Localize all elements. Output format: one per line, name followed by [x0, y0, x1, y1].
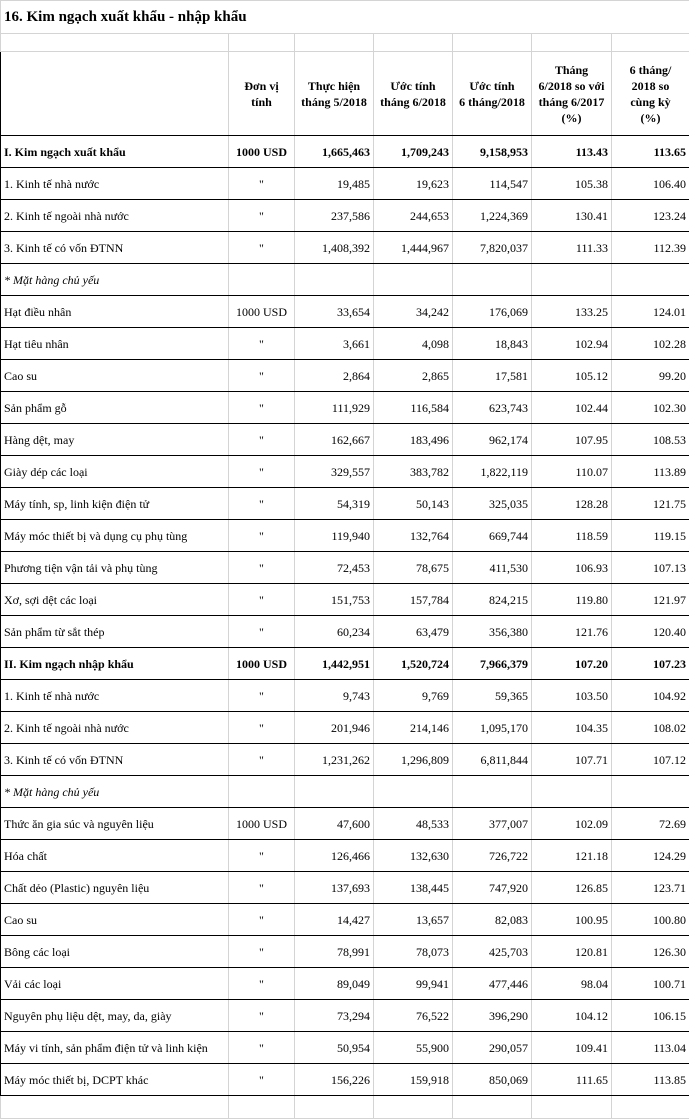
- six-month-estimate-cell: 623,743: [453, 392, 532, 424]
- six-month-yoy-cell: 112.39: [612, 232, 689, 264]
- header-row: [1, 52, 689, 136]
- june-yoy-cell: 98.04: [532, 968, 612, 1000]
- june-yoy-cell: 119.80: [532, 584, 612, 616]
- six-month-estimate-cell: 9,158,953: [453, 136, 532, 168]
- six-month-yoy-cell: 124.01: [612, 296, 689, 328]
- six-month-yoy-cell: 107.23: [612, 648, 689, 680]
- june-estimate-cell: [374, 264, 453, 296]
- june-estimate-cell: 132,764: [374, 520, 453, 552]
- six-month-yoy-cell: 124.29: [612, 840, 689, 872]
- six-month-yoy-cell: 106.15: [612, 1000, 689, 1032]
- june-estimate-cell: 78,073: [374, 936, 453, 968]
- june-yoy-cell: 100.95: [532, 904, 612, 936]
- six-month-estimate-cell: 1,095,170: [453, 712, 532, 744]
- may-actual-cell: 119,940: [295, 520, 374, 552]
- six-month-yoy-cell: 99.20: [612, 360, 689, 392]
- june-yoy-cell: 104.12: [532, 1000, 612, 1032]
- june-yoy-cell: 133.25: [532, 296, 612, 328]
- header-line: (%): [533, 110, 610, 126]
- june-yoy-cell: 107.95: [532, 424, 612, 456]
- six-month-estimate-cell: 411,530: [453, 552, 532, 584]
- six-month-yoy-cell: 108.53: [612, 424, 689, 456]
- june-yoy-cell: [532, 776, 612, 808]
- may-actual-cell: 9,743: [295, 680, 374, 712]
- blank-cell: [453, 1096, 532, 1119]
- unit-cell: 1000 USD: [229, 136, 295, 168]
- spacer-row: [1, 34, 689, 52]
- june-yoy-cell: 121.18: [532, 840, 612, 872]
- may-actual-cell: 137,693: [295, 872, 374, 904]
- table-row: [1, 680, 689, 712]
- row-label: Hạt điều nhân: [1, 296, 229, 328]
- six-month-yoy-cell: 102.28: [612, 328, 689, 360]
- june-yoy-cell: 128.28: [532, 488, 612, 520]
- header-line: 6 tháng/2018: [454, 94, 530, 110]
- row-label: * Mặt hàng chủ yếu: [1, 264, 229, 296]
- row-label: Thức ăn gia súc và nguyên liệu: [1, 808, 229, 840]
- june-yoy-cell: 120.81: [532, 936, 612, 968]
- header-line: Ước tính: [454, 78, 530, 94]
- may-actual-cell: 1,408,392: [295, 232, 374, 264]
- june-yoy-cell: 110.07: [532, 456, 612, 488]
- blank-cell: [295, 34, 374, 52]
- six-month-estimate-cell: 477,446: [453, 968, 532, 1000]
- may-actual-cell: 1,665,463: [295, 136, 374, 168]
- table-row: [1, 424, 689, 456]
- table-row: [1, 392, 689, 424]
- row-label: Xơ, sợi dệt các loại: [1, 584, 229, 616]
- table-row: [1, 488, 689, 520]
- june-estimate-cell: 157,784: [374, 584, 453, 616]
- unit-cell: 1000 USD: [229, 808, 295, 840]
- table-row: [1, 648, 689, 680]
- header-line: 2018 so: [613, 78, 688, 94]
- header-june-yoy-pct: [532, 52, 612, 136]
- blank-cell: [1, 34, 229, 52]
- table-row: [1, 360, 689, 392]
- unit-cell: ": [229, 680, 295, 712]
- six-month-estimate-cell: 356,380: [453, 616, 532, 648]
- six-month-estimate-cell: 850,069: [453, 1064, 532, 1096]
- six-month-estimate-cell: 396,290: [453, 1000, 532, 1032]
- unit-cell: ": [229, 936, 295, 968]
- table-row: [1, 1064, 689, 1096]
- six-month-estimate-cell: [453, 264, 532, 296]
- six-month-yoy-cell: 107.12: [612, 744, 689, 776]
- six-month-estimate-cell: 290,057: [453, 1032, 532, 1064]
- six-month-estimate-cell: 59,365: [453, 680, 532, 712]
- june-estimate-cell: 1,444,967: [374, 232, 453, 264]
- six-month-estimate-cell: [453, 776, 532, 808]
- table-row: [1, 552, 689, 584]
- row-label: 1. Kinh tế nhà nước: [1, 168, 229, 200]
- june-yoy-cell: 126.85: [532, 872, 612, 904]
- june-yoy-cell: 103.50: [532, 680, 612, 712]
- row-label: Vải các loại: [1, 968, 229, 1000]
- blank-cell: [612, 34, 689, 52]
- unit-cell: ": [229, 392, 295, 424]
- unit-cell: ": [229, 456, 295, 488]
- six-month-estimate-cell: 726,722: [453, 840, 532, 872]
- row-label: 1. Kinh tế nhà nước: [1, 680, 229, 712]
- june-estimate-cell: 50,143: [374, 488, 453, 520]
- table-row: [1, 712, 689, 744]
- table-row: [1, 136, 689, 168]
- header-line: (%): [613, 110, 688, 126]
- june-estimate-cell: 55,900: [374, 1032, 453, 1064]
- table-row: [1, 456, 689, 488]
- six-month-estimate-cell: 82,083: [453, 904, 532, 936]
- six-month-yoy-cell: 121.75: [612, 488, 689, 520]
- blank-cell: [532, 1096, 612, 1119]
- may-actual-cell: 1,442,951: [295, 648, 374, 680]
- header-may-actual: [295, 52, 374, 136]
- unit-cell: ": [229, 840, 295, 872]
- may-actual-cell: 14,427: [295, 904, 374, 936]
- six-month-yoy-cell: 113.89: [612, 456, 689, 488]
- six-month-estimate-cell: 17,581: [453, 360, 532, 392]
- spacer-row: [1, 1096, 689, 1119]
- header-line: Đơn vị: [230, 78, 293, 94]
- may-actual-cell: 162,667: [295, 424, 374, 456]
- june-yoy-cell: [532, 264, 612, 296]
- june-estimate-cell: 78,675: [374, 552, 453, 584]
- blank-cell: [374, 34, 453, 52]
- six-month-yoy-cell: 107.13: [612, 552, 689, 584]
- row-label: I. Kim ngạch xuất khẩu: [1, 136, 229, 168]
- may-actual-cell: 126,466: [295, 840, 374, 872]
- row-label: Máy móc thiết bị, DCPT khác: [1, 1064, 229, 1096]
- row-label: 3. Kinh tế có vốn ĐTNN: [1, 232, 229, 264]
- row-label: Hàng dệt, may: [1, 424, 229, 456]
- june-estimate-cell: 138,445: [374, 872, 453, 904]
- unit-cell: ": [229, 904, 295, 936]
- header-line: 6 tháng/: [613, 62, 688, 78]
- unit-cell: ": [229, 552, 295, 584]
- row-label: 2. Kinh tế ngoài nhà nước: [1, 200, 229, 232]
- six-month-yoy-cell: 104.92: [612, 680, 689, 712]
- unit-cell: ": [229, 872, 295, 904]
- may-actual-cell: 33,654: [295, 296, 374, 328]
- header-blank: [1, 52, 229, 136]
- june-estimate-cell: 244,653: [374, 200, 453, 232]
- blank-cell: [229, 1096, 295, 1119]
- row-label: Phương tiện vận tải và phụ tùng: [1, 552, 229, 584]
- header-line: cùng kỳ: [613, 94, 688, 110]
- header-unit: [229, 52, 295, 136]
- row-label: Bông các loại: [1, 936, 229, 968]
- june-estimate-cell: 48,533: [374, 808, 453, 840]
- header-line: 6/2018 so với: [533, 78, 610, 94]
- header-line: Thực hiện: [296, 78, 372, 94]
- six-month-yoy-cell: 123.24: [612, 200, 689, 232]
- row-label: 2. Kinh tế ngoài nhà nước: [1, 712, 229, 744]
- six-month-yoy-cell: 119.15: [612, 520, 689, 552]
- header-line: Tháng: [533, 62, 610, 78]
- blank-cell: [295, 1096, 374, 1119]
- table-row: [1, 616, 689, 648]
- header-6month-estimate: [453, 52, 532, 136]
- unit-cell: ": [229, 360, 295, 392]
- six-month-yoy-cell: 100.80: [612, 904, 689, 936]
- table-row: [1, 936, 689, 968]
- june-yoy-cell: 121.76: [532, 616, 612, 648]
- six-month-yoy-cell: 102.30: [612, 392, 689, 424]
- june-estimate-cell: 383,782: [374, 456, 453, 488]
- table-row: [1, 968, 689, 1000]
- row-label: Hóa chất: [1, 840, 229, 872]
- june-estimate-cell: 159,918: [374, 1064, 453, 1096]
- six-month-estimate-cell: 7,820,037: [453, 232, 532, 264]
- june-estimate-cell: 63,479: [374, 616, 453, 648]
- six-month-estimate-cell: 325,035: [453, 488, 532, 520]
- row-label: II. Kim ngạch nhập khẩu: [1, 648, 229, 680]
- june-estimate-cell: 34,242: [374, 296, 453, 328]
- header-line: Ước tính: [375, 78, 451, 94]
- six-month-estimate-cell: 824,215: [453, 584, 532, 616]
- table-row: [1, 200, 689, 232]
- row-label: 3. Kinh tế có vốn ĐTNN: [1, 744, 229, 776]
- row-label: Giày dép các loại: [1, 456, 229, 488]
- june-yoy-cell: 111.65: [532, 1064, 612, 1096]
- six-month-yoy-cell: 106.40: [612, 168, 689, 200]
- row-label: Cao su: [1, 904, 229, 936]
- june-estimate-cell: 183,496: [374, 424, 453, 456]
- six-month-estimate-cell: 669,744: [453, 520, 532, 552]
- may-actual-cell: 78,991: [295, 936, 374, 968]
- unit-cell: ": [229, 712, 295, 744]
- may-actual-cell: 2,864: [295, 360, 374, 392]
- six-month-yoy-cell: 120.40: [612, 616, 689, 648]
- june-yoy-cell: 102.09: [532, 808, 612, 840]
- table-row: [1, 584, 689, 616]
- row-label: Máy tính, sp, linh kiện điện tử: [1, 488, 229, 520]
- unit-cell: [229, 776, 295, 808]
- section-label-row: [1, 776, 689, 808]
- may-actual-cell: 54,319: [295, 488, 374, 520]
- table-row: [1, 1032, 689, 1064]
- unit-cell: ": [229, 744, 295, 776]
- blank-cell: [374, 1096, 453, 1119]
- row-label: Sản phẩm gỗ: [1, 392, 229, 424]
- table-row: [1, 296, 689, 328]
- june-estimate-cell: 116,584: [374, 392, 453, 424]
- table-row: [1, 840, 689, 872]
- six-month-yoy-cell: [612, 776, 689, 808]
- blank-cell: [1, 1096, 229, 1119]
- june-estimate-cell: 2,865: [374, 360, 453, 392]
- june-estimate-cell: 19,623: [374, 168, 453, 200]
- unit-cell: ": [229, 584, 295, 616]
- may-actual-cell: 151,753: [295, 584, 374, 616]
- may-actual-cell: 50,954: [295, 1032, 374, 1064]
- six-month-estimate-cell: 1,224,369: [453, 200, 532, 232]
- may-actual-cell: 111,929: [295, 392, 374, 424]
- row-label: Cao su: [1, 360, 229, 392]
- table-row: [1, 328, 689, 360]
- june-yoy-cell: 102.94: [532, 328, 612, 360]
- june-estimate-cell: 1,296,809: [374, 744, 453, 776]
- june-yoy-cell: 111.33: [532, 232, 612, 264]
- table-row: [1, 904, 689, 936]
- row-label: Sản phẩm từ sắt thép: [1, 616, 229, 648]
- row-label: Máy móc thiết bị và dụng cụ phụ tùng: [1, 520, 229, 552]
- unit-cell: ": [229, 968, 295, 1000]
- blank-cell: [229, 34, 295, 52]
- unit-cell: [229, 264, 295, 296]
- may-actual-cell: 1,231,262: [295, 744, 374, 776]
- header-line: tính: [230, 94, 293, 110]
- six-month-yoy-cell: [612, 264, 689, 296]
- six-month-estimate-cell: 1,822,119: [453, 456, 532, 488]
- six-month-estimate-cell: 6,811,844: [453, 744, 532, 776]
- june-yoy-cell: 109.41: [532, 1032, 612, 1064]
- may-actual-cell: 47,600: [295, 808, 374, 840]
- six-month-yoy-cell: 121.97: [612, 584, 689, 616]
- may-actual-cell: 237,586: [295, 200, 374, 232]
- header-line: tháng 6/2017: [533, 94, 610, 110]
- june-estimate-cell: 76,522: [374, 1000, 453, 1032]
- row-label: Máy vi tính, sản phẩm điện tử và linh kiện: [1, 1032, 229, 1064]
- table-row: [1, 872, 689, 904]
- six-month-yoy-cell: 108.02: [612, 712, 689, 744]
- table-row: [1, 1000, 689, 1032]
- june-yoy-cell: 105.38: [532, 168, 612, 200]
- blank-cell: [453, 34, 532, 52]
- blank-cell: [612, 1096, 689, 1119]
- unit-cell: ": [229, 232, 295, 264]
- may-actual-cell: 156,226: [295, 1064, 374, 1096]
- unit-cell: ": [229, 520, 295, 552]
- six-month-estimate-cell: 377,007: [453, 808, 532, 840]
- header-line: tháng 6/2018: [375, 94, 451, 110]
- table-row: [1, 808, 689, 840]
- unit-cell: ": [229, 616, 295, 648]
- six-month-estimate-cell: 18,843: [453, 328, 532, 360]
- june-estimate-cell: 1,709,243: [374, 136, 453, 168]
- six-month-yoy-cell: 123.71: [612, 872, 689, 904]
- june-yoy-cell: 104.35: [532, 712, 612, 744]
- june-yoy-cell: 130.41: [532, 200, 612, 232]
- header-june-estimate: [374, 52, 453, 136]
- unit-cell: ": [229, 1000, 295, 1032]
- june-estimate-cell: 1,520,724: [374, 648, 453, 680]
- unit-cell: ": [229, 1032, 295, 1064]
- may-actual-cell: 201,946: [295, 712, 374, 744]
- six-month-estimate-cell: 176,069: [453, 296, 532, 328]
- unit-cell: 1000 USD: [229, 296, 295, 328]
- june-estimate-cell: [374, 776, 453, 808]
- june-yoy-cell: 105.12: [532, 360, 612, 392]
- six-month-estimate-cell: 425,703: [453, 936, 532, 968]
- may-actual-cell: 60,234: [295, 616, 374, 648]
- table-row: [1, 744, 689, 776]
- row-label: Hạt tiêu nhân: [1, 328, 229, 360]
- six-month-yoy-cell: 113.85: [612, 1064, 689, 1096]
- june-yoy-cell: 107.71: [532, 744, 612, 776]
- row-label: Chất dẻo (Plastic) nguyên liệu: [1, 872, 229, 904]
- row-label: * Mặt hàng chủ yếu: [1, 776, 229, 808]
- six-month-yoy-cell: 113.04: [612, 1032, 689, 1064]
- unit-cell: ": [229, 424, 295, 456]
- may-actual-cell: 329,557: [295, 456, 374, 488]
- six-month-estimate-cell: 114,547: [453, 168, 532, 200]
- table-row: [1, 520, 689, 552]
- may-actual-cell: 3,661: [295, 328, 374, 360]
- unit-cell: ": [229, 488, 295, 520]
- six-month-estimate-cell: 7,966,379: [453, 648, 532, 680]
- row-label: Nguyên phụ liệu dệt, may, da, giày: [1, 1000, 229, 1032]
- june-estimate-cell: 214,146: [374, 712, 453, 744]
- may-actual-cell: 89,049: [295, 968, 374, 1000]
- six-month-yoy-cell: 72.69: [612, 808, 689, 840]
- june-yoy-cell: 113.43: [532, 136, 612, 168]
- may-actual-cell: [295, 264, 374, 296]
- june-yoy-cell: 118.59: [532, 520, 612, 552]
- blank-cell: [532, 34, 612, 52]
- unit-cell: ": [229, 200, 295, 232]
- may-actual-cell: [295, 776, 374, 808]
- six-month-yoy-cell: 126.30: [612, 936, 689, 968]
- unit-cell: ": [229, 168, 295, 200]
- june-yoy-cell: 102.44: [532, 392, 612, 424]
- may-actual-cell: 73,294: [295, 1000, 374, 1032]
- six-month-estimate-cell: 962,174: [453, 424, 532, 456]
- header-6month-yoy-pct: [612, 52, 689, 136]
- table-row: [1, 232, 689, 264]
- may-actual-cell: 72,453: [295, 552, 374, 584]
- six-month-yoy-cell: 113.65: [612, 136, 689, 168]
- section-label-row: [1, 264, 689, 296]
- unit-cell: 1000 USD: [229, 648, 295, 680]
- six-month-estimate-cell: 747,920: [453, 872, 532, 904]
- june-yoy-cell: 106.93: [532, 552, 612, 584]
- june-estimate-cell: 4,098: [374, 328, 453, 360]
- june-estimate-cell: 13,657: [374, 904, 453, 936]
- may-actual-cell: 19,485: [295, 168, 374, 200]
- june-estimate-cell: 132,630: [374, 840, 453, 872]
- header-line: tháng 5/2018: [296, 94, 372, 110]
- table-row: [1, 168, 689, 200]
- unit-cell: ": [229, 1064, 295, 1096]
- unit-cell: ": [229, 328, 295, 360]
- title-row: [1, 1, 689, 34]
- table-title: 16. Kim ngạch xuất khẩu - nhập khẩu: [1, 1, 689, 34]
- june-estimate-cell: 99,941: [374, 968, 453, 1000]
- six-month-yoy-cell: 100.71: [612, 968, 689, 1000]
- june-estimate-cell: 9,769: [374, 680, 453, 712]
- june-yoy-cell: 107.20: [532, 648, 612, 680]
